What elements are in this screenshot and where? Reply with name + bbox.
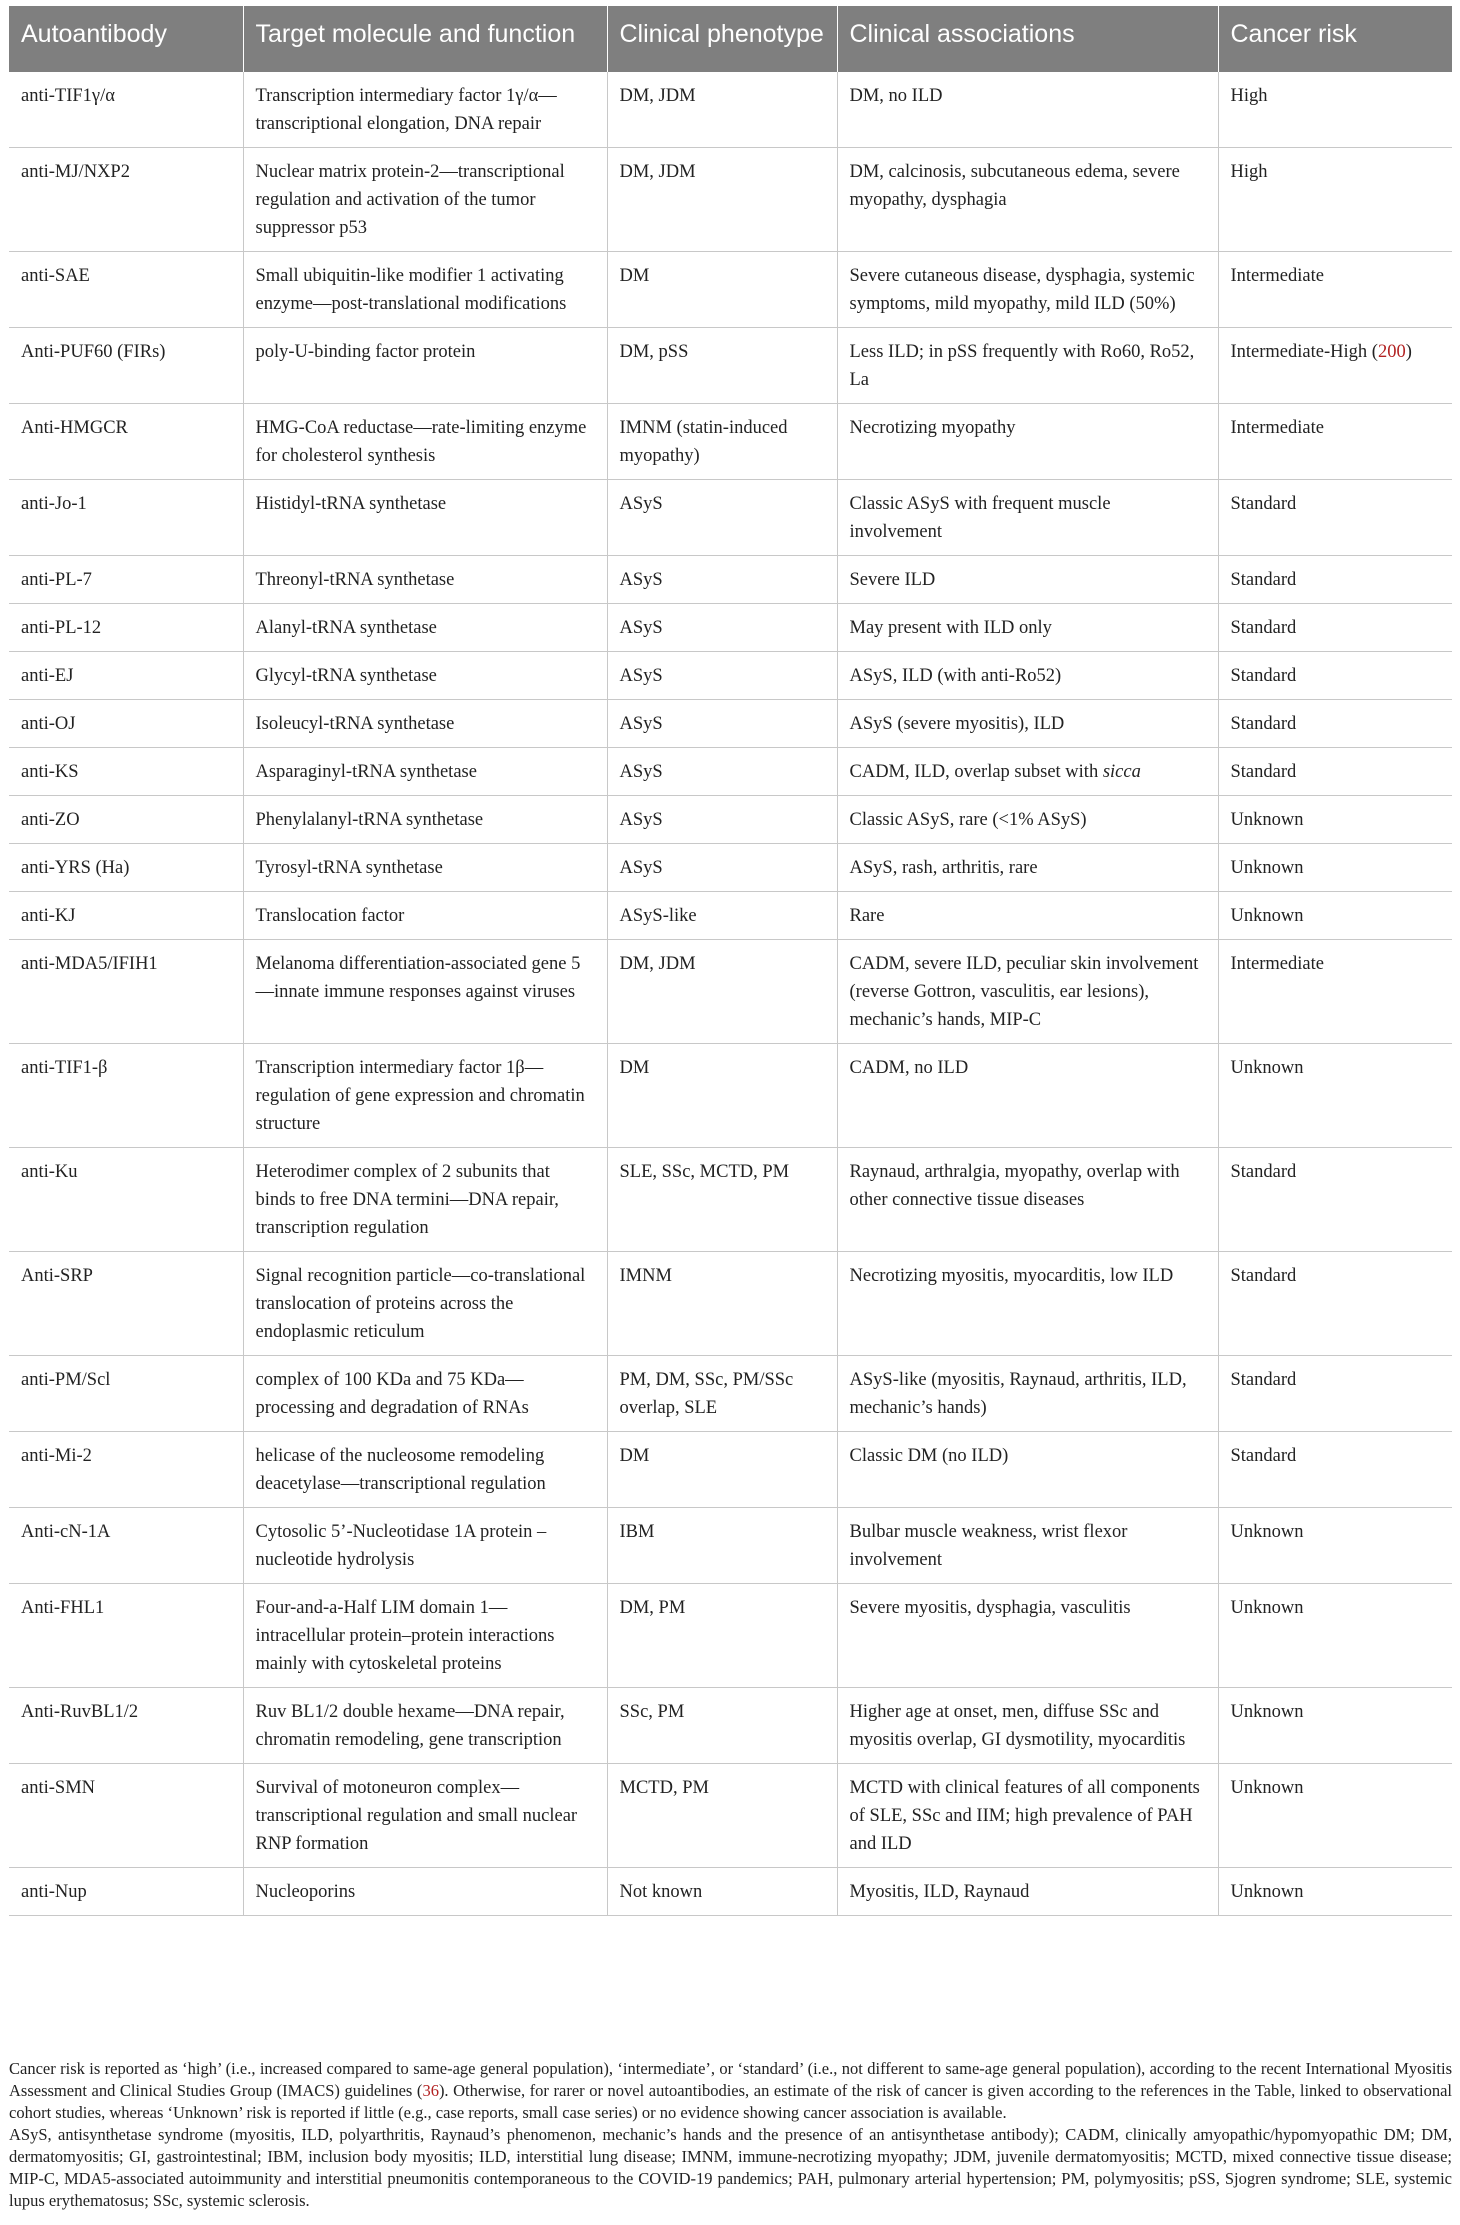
- footnote-abbreviations: ASyS, antisynthetase syndrome (myositis, ILD, polyarthritis, Raynaud’s phenomenon, mechanic’s hands and the presence of an antisynthetase antibody); CADM, clinically amyopathic/hypomyopathic DM; DM, dermatomyositis; GI, gastrointestinal; IBM, inclusion body myositis; ILD, interstitial lung disease; IMNM, immune-necrotizing myopathy; JDM, juvenile dermatomyositis; MCTD, mixed connective tissue disease; MIP-C, MDA5-associated autoimmunity and interstitial pneumonitis contemporaneous to the COVID-19 pandemics; PAH, pulmonary arterial hypertension; PM, polymyositis; pSS, Sjogren syndrome; SLE, systemic lupus erythematosus; SSc, systemic sclerosis.: [9, 2125, 1452, 2210]
- cell-clinical-phenotype: SLE, SSc, MCTD, PM: [607, 1148, 837, 1252]
- cell-clinical-associations: Less ILD; in pSS frequently with Ro60, Ro52, La: [837, 328, 1218, 404]
- footnote-text: Cancer risk is reported as ‘high’ (i.e., increased compared to same-age general population), ‘intermediate’, or ‘standard’ (i.e., not different to same-age general population), according to the recent International Myositis Assessment and Clinical Studies Group (IMACS) guidelines (: [9, 2059, 1452, 2100]
- cell-target-molecule: Four-and-a-Half LIM domain 1—intracellular protein–protein interactions mainly with cytoskeletal proteins: [243, 1584, 607, 1688]
- table-row: [9, 1764, 1452, 1868]
- cell-cancer-risk: Intermediate-High (200): [1218, 328, 1452, 404]
- cell-target-molecule: helicase of the nucleosome remodeling deacetylase—transcriptional regulation: [243, 1432, 607, 1508]
- cell-autoantibody: anti-Jo-1: [9, 480, 243, 556]
- table-row: [9, 404, 1452, 480]
- cell-autoantibody: anti-SMN: [9, 1764, 243, 1868]
- cell-clinical-phenotype: MCTD, PM: [607, 1764, 837, 1868]
- cell-target-molecule: Ruv BL1/2 double hexame—DNA repair, chromatin remodeling, gene transcription: [243, 1688, 607, 1764]
- table-row: [9, 1252, 1452, 1356]
- cell-clinical-phenotype: ASyS: [607, 796, 837, 844]
- cell-autoantibody: anti-Ku: [9, 1148, 243, 1252]
- autoantibody-table: [9, 6, 1452, 1916]
- cell-clinical-phenotype: DM, JDM: [607, 72, 837, 148]
- cell-clinical-associations: Classic ASyS, rare (<1% ASyS): [837, 796, 1218, 844]
- cell-autoantibody: anti-MDA5/IFIH1: [9, 940, 243, 1044]
- cell-autoantibody: anti-PL-7: [9, 556, 243, 604]
- cell-clinical-associations: Bulbar muscle weakness, wrist flexor involvement: [837, 1508, 1218, 1584]
- table-row: [9, 1584, 1452, 1688]
- cell-autoantibody: anti-YRS (Ha): [9, 844, 243, 892]
- cell-target-molecule: Alanyl-tRNA synthetase: [243, 604, 607, 652]
- table-header-row: [9, 6, 1452, 72]
- cell-clinical-phenotype: ASyS-like: [607, 892, 837, 940]
- cell-clinical-phenotype: ASyS: [607, 748, 837, 796]
- table-body: [9, 72, 1452, 1916]
- cell-cancer-risk: Unknown: [1218, 1584, 1452, 1688]
- cell-target-molecule: Nuclear matrix protein-2—transcriptional regulation and activation of the tumor suppressor p53: [243, 148, 607, 252]
- cell-clinical-phenotype: DM: [607, 252, 837, 328]
- cell-clinical-phenotype: ASyS: [607, 556, 837, 604]
- cell-clinical-associations: DM, no ILD: [837, 72, 1218, 148]
- cell-autoantibody: anti-KS: [9, 748, 243, 796]
- cell-clinical-associations: MCTD with clinical features of all components of SLE, SSc and IIM; high prevalence of PAH and ILD: [837, 1764, 1218, 1868]
- cell-clinical-associations: ASyS, ILD (with anti-Ro52): [837, 652, 1218, 700]
- cell-clinical-associations: Severe myositis, dysphagia, vasculitis: [837, 1584, 1218, 1688]
- cell-clinical-phenotype: Not known: [607, 1868, 837, 1916]
- table-row: [9, 844, 1452, 892]
- cell-target-molecule: Translocation factor: [243, 892, 607, 940]
- cell-clinical-associations: Higher age at onset, men, diffuse SSc and myositis overlap, GI dysmotility, myocarditis: [837, 1688, 1218, 1764]
- cell-cancer-risk: Intermediate: [1218, 252, 1452, 328]
- cell-clinical-phenotype: DM: [607, 1044, 837, 1148]
- header-clinical-associations: Clinical associations: [837, 6, 1218, 72]
- cell-clinical-associations: ASyS-like (myositis, Raynaud, arthritis, ILD, mechanic’s hands): [837, 1356, 1218, 1432]
- cell-target-molecule: Melanoma differentiation-associated gene 5—innate immune responses against viruses: [243, 940, 607, 1044]
- cell-autoantibody: Anti-PUF60 (FIRs): [9, 328, 243, 404]
- cell-cancer-risk: Unknown: [1218, 1868, 1452, 1916]
- table-row: [9, 1044, 1452, 1148]
- cell-target-molecule: Nucleoporins: [243, 1868, 607, 1916]
- table-row: [9, 1508, 1452, 1584]
- cell-cancer-risk: Standard: [1218, 652, 1452, 700]
- table-row: [9, 1432, 1452, 1508]
- cell-autoantibody: anti-ZO: [9, 796, 243, 844]
- cell-target-molecule: Threonyl-tRNA synthetase: [243, 556, 607, 604]
- table-row: [9, 700, 1452, 748]
- cell-autoantibody: Anti-FHL1: [9, 1584, 243, 1688]
- cell-target-molecule: Transcription intermediary factor 1γ/α—transcriptional elongation, DNA repair: [243, 72, 607, 148]
- cell-clinical-associations: Severe ILD: [837, 556, 1218, 604]
- table-row: [9, 604, 1452, 652]
- cell-clinical-associations: Myositis, ILD, Raynaud: [837, 1868, 1218, 1916]
- cell-cancer-risk: Unknown: [1218, 1688, 1452, 1764]
- cell-target-molecule: Glycyl-tRNA synthetase: [243, 652, 607, 700]
- table-footnotes: [9, 2058, 1452, 2212]
- table-row: [9, 748, 1452, 796]
- cell-clinical-phenotype: ASyS: [607, 844, 837, 892]
- cell-cancer-risk: Standard: [1218, 1356, 1452, 1432]
- cell-clinical-phenotype: ASyS: [607, 604, 837, 652]
- cell-cancer-risk: Intermediate: [1218, 940, 1452, 1044]
- table-row: [9, 1688, 1452, 1764]
- cell-target-molecule: Cytosolic 5’-Nucleotidase 1A protein – nucleotide hydrolysis: [243, 1508, 607, 1584]
- cell-clinical-phenotype: ASyS: [607, 652, 837, 700]
- reference-link[interactable]: 200: [1377, 342, 1406, 362]
- cell-cancer-risk: Standard: [1218, 480, 1452, 556]
- cell-autoantibody: anti-EJ: [9, 652, 243, 700]
- cell-target-molecule: Survival of motoneuron complex—transcriptional regulation and small nuclear RNP formation: [243, 1764, 607, 1868]
- cell-autoantibody: Anti-RuvBL1/2: [9, 1688, 243, 1764]
- cell-target-molecule: HMG-CoA reductase—rate-limiting enzyme for cholesterol synthesis: [243, 404, 607, 480]
- table-row: [9, 892, 1452, 940]
- cell-cancer-risk: High: [1218, 72, 1452, 148]
- cell-clinical-associations: Raynaud, arthralgia, myopathy, overlap with other connective tissue diseases: [837, 1148, 1218, 1252]
- cell-clinical-associations: DM, calcinosis, subcutaneous edema, severe myopathy, dysphagia: [837, 148, 1218, 252]
- cell-target-molecule: Tyrosyl-tRNA synthetase: [243, 844, 607, 892]
- cell-autoantibody: anti-OJ: [9, 700, 243, 748]
- cell-cancer-risk: Intermediate: [1218, 404, 1452, 480]
- footnote-text: ). Otherwise, for rarer or novel autoantibodies, an estimate of the risk of cancer is given according to the references in the Table, linked to observational cohort studies, whereas ‘Unknown’ risk is reported if little (e.g., case reports, small case series) or no evidence showing cancer association is available.: [9, 2081, 1453, 2122]
- header-cancer-risk: Cancer risk: [1218, 6, 1452, 72]
- cell-autoantibody: anti-Mi-2: [9, 1432, 243, 1508]
- table-row: [9, 72, 1452, 148]
- header-target-molecule: Target molecule and function: [243, 6, 607, 72]
- cell-cancer-risk: Standard: [1218, 700, 1452, 748]
- cell-clinical-phenotype: DM: [607, 1432, 837, 1508]
- cell-target-molecule: complex of 100 KDa and 75 KDa—processing and degradation of RNAs: [243, 1356, 607, 1432]
- cell-clinical-phenotype: DM, JDM: [607, 940, 837, 1044]
- cell-clinical-associations: Necrotizing myopathy: [837, 404, 1218, 480]
- cell-clinical-phenotype: PM, DM, SSc, PM/SSc overlap, SLE: [607, 1356, 837, 1432]
- cell-clinical-associations: ASyS, rash, arthritis, rare: [837, 844, 1218, 892]
- cell-cancer-risk: Standard: [1218, 1432, 1452, 1508]
- cell-cancer-risk: Unknown: [1218, 1508, 1452, 1584]
- footnote-cancer-risk: [9, 2058, 1452, 2124]
- cell-autoantibody: anti-TIF1γ/α: [9, 72, 243, 148]
- cell-cancer-risk: Unknown: [1218, 844, 1452, 892]
- cell-cancer-risk: Unknown: [1218, 796, 1452, 844]
- cell-clinical-associations: Rare: [837, 892, 1218, 940]
- cell-clinical-associations: Classic ASyS with frequent muscle involvement: [837, 480, 1218, 556]
- cell-autoantibody: anti-KJ: [9, 892, 243, 940]
- cell-cancer-risk: Standard: [1218, 1252, 1452, 1356]
- table-row: [9, 652, 1452, 700]
- cell-target-molecule: Small ubiquitin-like modifier 1 activating enzyme—post-translational modifications: [243, 252, 607, 328]
- cell-clinical-phenotype: ASyS: [607, 480, 837, 556]
- italic-term: sicca: [1102, 762, 1141, 782]
- table-row: [9, 148, 1452, 252]
- cell-autoantibody: anti-Nup: [9, 1868, 243, 1916]
- cell-clinical-phenotype: SSc, PM: [607, 1688, 837, 1764]
- cell-autoantibody: anti-TIF1-β: [9, 1044, 243, 1148]
- cell-target-molecule: Heterodimer complex of 2 subunits that binds to free DNA termini—DNA repair, transcription regulation: [243, 1148, 607, 1252]
- cell-cancer-risk: Standard: [1218, 556, 1452, 604]
- cell-cancer-risk: Unknown: [1218, 1764, 1452, 1868]
- table-row: [9, 556, 1452, 604]
- cell-cancer-risk: Standard: [1218, 604, 1452, 652]
- cell-cancer-risk: Unknown: [1218, 892, 1452, 940]
- cell-clinical-phenotype: IBM: [607, 1508, 837, 1584]
- cell-autoantibody: anti-PL-12: [9, 604, 243, 652]
- table-row: [9, 252, 1452, 328]
- cell-target-molecule: Isoleucyl-tRNA synthetase: [243, 700, 607, 748]
- cell-clinical-associations: Necrotizing myositis, myocarditis, low ILD: [837, 1252, 1218, 1356]
- cell-clinical-associations: Severe cutaneous disease, dysphagia, systemic symptoms, mild myopathy, mild ILD (50%): [837, 252, 1218, 328]
- cell-clinical-phenotype: DM, JDM: [607, 148, 837, 252]
- cell-autoantibody: Anti-SRP: [9, 1252, 243, 1356]
- cell-cancer-risk: High: [1218, 148, 1452, 252]
- cell-clinical-phenotype: DM, PM: [607, 1584, 837, 1688]
- cell-clinical-associations: CADM, ILD, overlap subset with sicca: [837, 748, 1218, 796]
- table-row: [9, 480, 1452, 556]
- cell-clinical-associations: ASyS (severe myositis), ILD: [837, 700, 1218, 748]
- cell-cancer-risk: Standard: [1218, 748, 1452, 796]
- header-autoantibody: Autoantibody: [9, 6, 243, 72]
- table-row: [9, 1148, 1452, 1252]
- table-row: [9, 940, 1452, 1044]
- cell-target-molecule: poly-U-binding factor protein: [243, 328, 607, 404]
- table-row: [9, 1868, 1452, 1916]
- cell-autoantibody: Anti-HMGCR: [9, 404, 243, 480]
- cell-autoantibody: anti-SAE: [9, 252, 243, 328]
- cell-target-molecule: Transcription intermediary factor 1β—regulation of gene expression and chromatin structure: [243, 1044, 607, 1148]
- cell-target-molecule: Phenylalanyl-tRNA synthetase: [243, 796, 607, 844]
- cell-clinical-associations: May present with ILD only: [837, 604, 1218, 652]
- cell-clinical-phenotype: IMNM (statin-induced myopathy): [607, 404, 837, 480]
- cell-clinical-phenotype: DM, pSS: [607, 328, 837, 404]
- header-clinical-phenotype: Clinical phenotype: [607, 6, 837, 72]
- table-row: [9, 328, 1452, 404]
- cell-target-molecule: Asparaginyl-tRNA synthetase: [243, 748, 607, 796]
- reference-link[interactable]: 36: [422, 2081, 439, 2100]
- cell-target-molecule: Signal recognition particle—co-translational translocation of proteins across the endoplasmic reticulum: [243, 1252, 607, 1356]
- table-row: [9, 796, 1452, 844]
- cell-cancer-risk: Standard: [1218, 1148, 1452, 1252]
- cell-autoantibody: anti-MJ/NXP2: [9, 148, 243, 252]
- cell-cancer-risk: Unknown: [1218, 1044, 1452, 1148]
- cell-clinical-associations: CADM, no ILD: [837, 1044, 1218, 1148]
- cell-clinical-phenotype: IMNM: [607, 1252, 837, 1356]
- cell-target-molecule: Histidyl-tRNA synthetase: [243, 480, 607, 556]
- table-row: [9, 1356, 1452, 1432]
- cell-autoantibody: Anti-cN-1A: [9, 1508, 243, 1584]
- cell-clinical-associations: CADM, severe ILD, peculiar skin involvement (reverse Gottron, vasculitis, ear lesions), mechanic’s hands, MIP-C: [837, 940, 1218, 1044]
- cell-clinical-phenotype: ASyS: [607, 700, 837, 748]
- cell-autoantibody: anti-PM/Scl: [9, 1356, 243, 1432]
- cell-clinical-associations: Classic DM (no ILD): [837, 1432, 1218, 1508]
